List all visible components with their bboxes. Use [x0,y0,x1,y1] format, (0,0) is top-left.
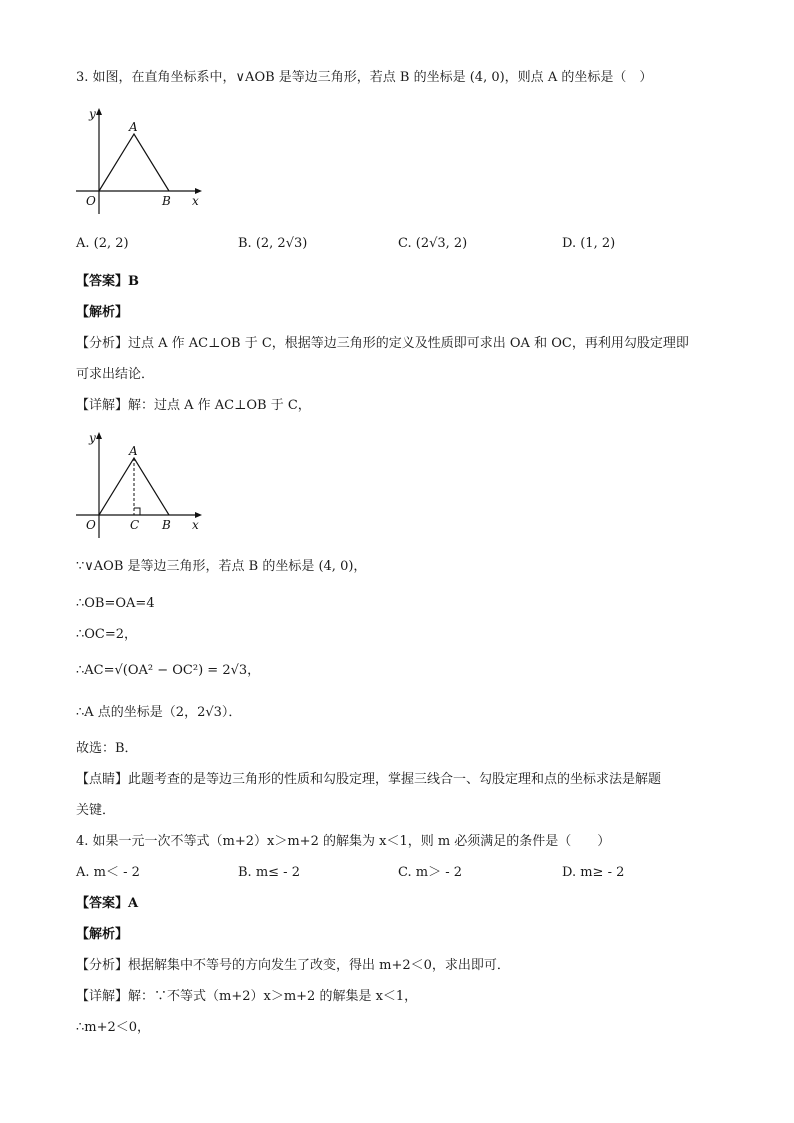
q3-figure-2 [72,428,212,542]
label-a: A [129,444,138,458]
label-b: B [162,518,171,532]
q3-option-d: D. (1, 2) [562,236,616,251]
label-x: x [192,194,199,208]
q3-step-4: ∴AC=√(OA² − OC²) = 2√3， [76,663,261,678]
q3-comment-line-1: 【点睛】此题考查的是等边三角形的性质和勾股定理，掌握三线合一、勾股定理和点的坐标求法是解题 [76,772,662,787]
q3-detail: 【详解】解：过点 A 作 AC⊥OB 于 C， [76,398,311,413]
label-y: y [89,107,96,121]
q3-choose: 故选：B． [76,741,138,756]
q3-option-c: C. (2√3, 2) [398,236,468,251]
right-angle-mark [134,508,140,515]
q3-analysis-line-2: 可求出结论． [76,367,155,382]
q3-answer: 【答案】B [76,274,139,289]
q3-step-2: ∴OB=OA=4 [76,596,155,611]
q3-stem: 3. 如图，在直角坐标系中，∨AOB 是等边三角形，若点 B 的坐标是 (4, 0)，则点 A 的坐标是（ ） [76,70,653,85]
y-axis-arrow [96,108,102,115]
q3-analysis-line-1: 【分析】过点 A 作 AC⊥OB 于 C，根据等边三角形的定义及性质即可求出 OA 和 OC，再利用勾股定理即 [76,336,689,351]
q4-option-c: C. m＞ - 2 [398,865,463,880]
label-b: B [162,194,171,208]
q3-analysis-tag: 【解析】 [76,305,129,320]
q4-analysis: 【分析】根据解集中不等号的方向发生了改变，得出 m+2＜0，求出即可． [76,958,510,973]
q4-analysis-tag: 【解析】 [76,927,129,942]
q3-option-a: A. (2, 2) [76,236,129,251]
label-a: A [129,120,138,134]
q3-option-b: B. (2, 2√3) [238,236,308,251]
q3-step-5: ∴A 点的坐标是（2，2√3）． [76,705,242,720]
q3-comment-line-2: 关键． [76,803,116,818]
q3-figure-1 [72,104,212,218]
q3-step-1: ∵∨AOB 是等边三角形，若点 B 的坐标是 (4, 0)， [76,559,367,574]
q4-option-d: D. m≥ - 2 [562,865,625,880]
triangle-aob [99,458,169,515]
triangle-aob [99,134,169,191]
q4-answer: 【答案】A [76,896,139,911]
q4-option-a: A. m＜ - 2 [76,865,140,880]
label-o: O [86,518,96,532]
q4-option-b: B. m≤ - 2 [238,865,300,880]
label-c: C [130,518,140,532]
q4-stem: 4. 如果一元一次不等式（m+2）x＞m+2 的解集为 x＜1，则 m 必须满足的条件是（ ） [76,834,611,849]
label-y: y [89,431,96,445]
q4-step-1: ∴m+2＜0， [76,1020,151,1035]
y-axis-arrow [96,432,102,439]
q3-step-3: ∴OC=2， [76,627,138,642]
q4-detail: 【详解】解：∵不等式（m+2）x＞m+2 的解集是 x＜1， [76,989,418,1004]
label-o: O [86,194,96,208]
label-x: x [192,518,199,532]
